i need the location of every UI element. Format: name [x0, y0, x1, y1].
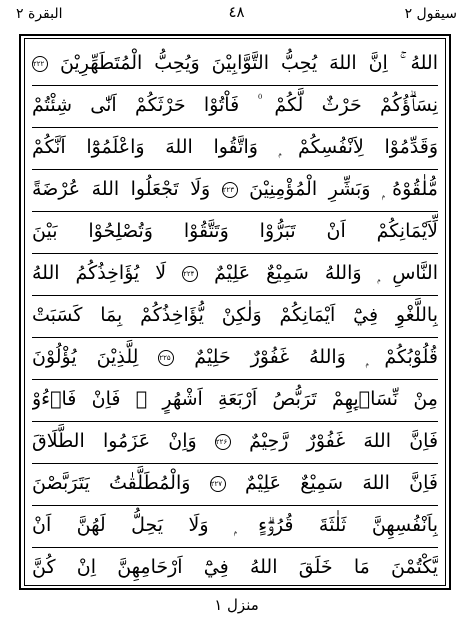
verse-text: وَقَدِّمُوْا لِاَنْفُسِكُمْ ۭ وَاتَّقُوا اللهَ وَاعْلَمُوْٓا اَنَّكُمْ	[32, 136, 438, 158]
verse-text: بِاللَّغْوِ فِيْٓ اَيْمَانِكُمْ وَلٰكِنْ يُّؤَاخِذُكُمْ بِمَا كَسَبَتْ	[32, 304, 438, 326]
page-number: ٤٨	[228, 3, 245, 21]
verse-text: يَّكْتُمْنَ مَا خَلَقَ اللهُ فِيْٓ اَرْحَامِهِنَّ اِنْ كُنَّ	[32, 556, 438, 578]
verse-line	[32, 506, 438, 548]
verse-line	[32, 338, 438, 380]
ayah-number-marker: ۲۲۷	[210, 476, 226, 492]
verse-text: فَاِنَّ اللهَ سَمِيْعٌ عَلِيْمٌ	[245, 472, 438, 494]
verse-text: قُلُوْبُكُمْ ۭ وَاللهُ غَفُوْرٌ حَلِيْمٌ	[194, 346, 438, 368]
verse-line	[32, 422, 438, 464]
verse-line	[32, 548, 438, 590]
surah-name: البقرة ٢	[16, 6, 63, 22]
verse-line	[32, 86, 438, 128]
verse-line	[32, 254, 438, 296]
verse-text: وَالْمُطَلَّقٰتُ يَتَرَبَّصْنَ	[32, 472, 191, 494]
ayah-number-marker: ۲۲۶	[215, 434, 231, 450]
quran-text-block	[32, 44, 438, 590]
verse-text: بِاَنْفُسِهِنَّ ثَلٰثَةَ قُرُوْۗءٍ ۭ وَلَا يَحِلُّ لَهُنَّ اَنْ	[32, 514, 438, 536]
ayah-number-marker: ۲۲۵	[158, 350, 174, 366]
verse-text: لِّاَيْمَانِكُمْ اَنْ تَبَرُّوْا وَتَتَّقُوْا وَتُصْلِحُوْا بَيْنَ	[32, 220, 438, 242]
verse-line	[32, 44, 438, 86]
verse-text: وَاِنْ عَزَمُوا الطَّلَاقَ	[32, 430, 197, 452]
manzil-label: منزل ١	[214, 596, 259, 614]
juz-name: سيقول ٢	[404, 6, 457, 22]
verse-text: فَاِنَّ اللهَ غَفُوْرٌ رَّحِيْمٌ	[249, 430, 438, 452]
verse-text: نِسَاۗؤُكُمْ حَرْثٌ لَّكُمْ ۠ فَاْتُوْا حَرْثَكُمْ اَنّٰى شِئْتُمْ	[32, 94, 438, 116]
verse-text: وَلَا تَجْعَلُوا اللهَ عُرْضَةً	[32, 178, 211, 200]
verse-text: مُّلٰقُوْهُ ۭ وَبَشِّرِ الْمُؤْمِنِيْنَ	[249, 178, 438, 200]
verse-line	[32, 170, 438, 212]
verse-line	[32, 380, 438, 422]
verse-line	[32, 464, 438, 506]
ayah-number-marker: ۲۲۳	[222, 182, 238, 198]
verse-text: مِنْ نِّسَاۗىِٕهِمْ تَرَبُّصُ اَرْبَعَةِ اَشْهُرٍ ۚ فَاِنْ فَاۗءُوْ	[32, 388, 438, 410]
verse-text: لِلَّذِيْنَ يُؤْلُوْنَ	[32, 346, 139, 368]
verse-text: لَا يُؤَاخِذُكُمُ اللهُ	[32, 262, 167, 284]
verse-line	[32, 128, 438, 170]
ayah-number-marker: ۲۲۲	[32, 56, 48, 72]
verse-line	[32, 296, 438, 338]
page-header	[0, 0, 473, 34]
verse-text: النَّاسِ ۭ وَاللهُ سَمِيْعٌ عَلِيْمٌ	[214, 262, 438, 284]
ayah-number-marker: ۲۲۴	[182, 266, 198, 282]
verse-text: اللهُ ۚ اِنَّ اللهَ يُحِبُّ التَّوَّابِيْنَ وَيُحِبُّ الْمُتَطَهِّرِيْنَ	[59, 52, 438, 74]
verse-line	[32, 212, 438, 254]
